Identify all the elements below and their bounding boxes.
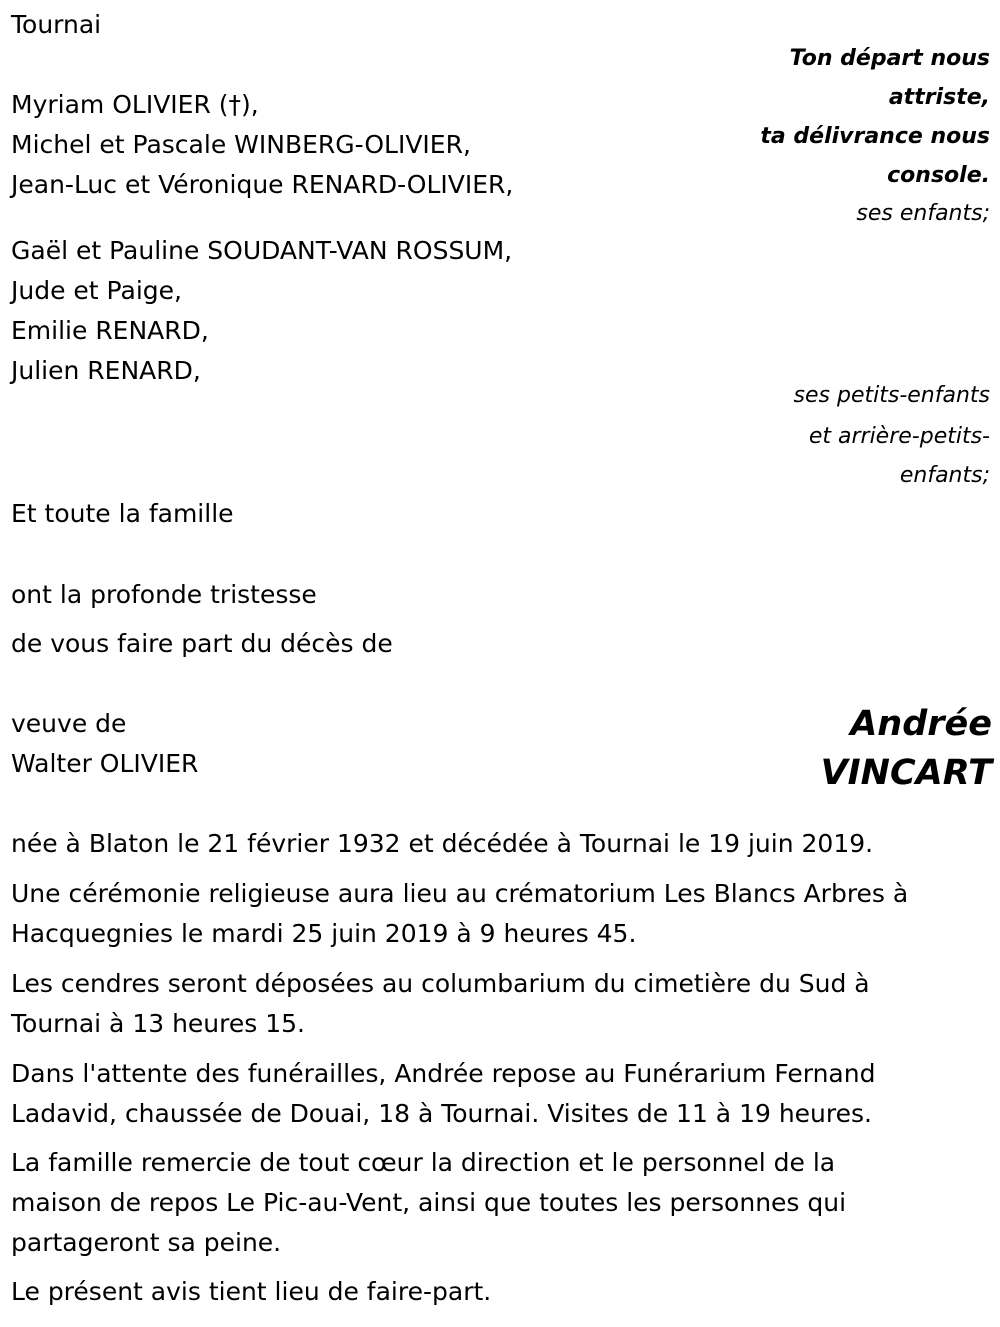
funeral-home-paragraph — [11, 1054, 986, 1134]
paragraph-line: Tournai à 13 heures 15. — [11, 1009, 305, 1038]
grandchildren-relation: et arrière-petits- — [808, 424, 990, 449]
child-name: Jean-Luc et Véronique RENARD-OLIVIER, — [11, 170, 514, 199]
grandchild-name: Emilie RENARD, — [11, 316, 209, 345]
paragraph-line: née à Blaton le 21 février 1932 et décédée à Tournai le 19 juin 2019. — [11, 829, 874, 858]
grandchild-name: Gaël et Pauline SOUDANT-VAN ROSSUM, — [11, 236, 513, 265]
thanks-paragraph — [11, 1143, 986, 1263]
child-name: Myriam OLIVIER (†), — [11, 90, 259, 119]
notice-paragraph — [11, 1272, 986, 1312]
quote-line: ta délivrance nous — [760, 124, 990, 149]
paragraph-line: partageront sa peine. — [11, 1228, 282, 1257]
paragraph-line: Les cendres seront déposées au columbarium du cimetière du Sud à — [11, 969, 870, 998]
deceased-first-name: Andrée — [850, 704, 992, 744]
grandchild-name: Julien RENARD, — [11, 356, 201, 385]
family-line: Et toute la famille — [11, 499, 234, 528]
widow-line: veuve de — [11, 709, 127, 738]
paragraph-line: La famille remercie de tout cœur la direction et le personnel de la — [11, 1148, 836, 1177]
grandchildren-relation: enfants; — [899, 463, 990, 488]
child-name: Michel et Pascale WINBERG-OLIVIER, — [11, 130, 471, 159]
quote-line: Ton départ nous — [789, 46, 990, 71]
quote-line: attriste, — [888, 85, 990, 110]
paragraph-line: Dans l'attente des funérailles, Andrée repose au Funérarium Fernand — [11, 1059, 876, 1088]
paragraph-line: Une cérémonie religieuse aura lieu au crématorium Les Blancs Arbres à — [11, 879, 909, 908]
announcement-line: de vous faire part du décès de — [11, 629, 393, 658]
announcement-line: ont la profonde tristesse — [11, 580, 317, 609]
paragraph-line: maison de repos Le Pic-au-Vent, ainsi que toutes les personnes qui — [11, 1188, 847, 1217]
grandchild-name: Jude et Paige, — [11, 276, 182, 305]
paragraph-line: Ladavid, chaussée de Douai, 18 à Tournai. Visites de 11 à 19 heures. — [11, 1099, 872, 1128]
quote-line: console. — [887, 163, 990, 188]
city-name: Tournai — [11, 10, 102, 39]
ceremony-paragraph — [11, 874, 986, 954]
widow-spouse-name: Walter OLIVIER — [11, 749, 199, 778]
paragraph-line: Hacquegnies le mardi 25 juin 2019 à 9 heures 45. — [11, 919, 637, 948]
paragraph-line: Le présent avis tient lieu de faire-part. — [11, 1277, 492, 1306]
ashes-paragraph — [11, 964, 986, 1044]
birth-death-paragraph — [11, 824, 986, 864]
deceased-last-name: VINCART — [820, 753, 992, 793]
children-relation: ses enfants; — [856, 201, 990, 226]
grandchildren-relation: ses petits-enfants — [793, 383, 990, 408]
